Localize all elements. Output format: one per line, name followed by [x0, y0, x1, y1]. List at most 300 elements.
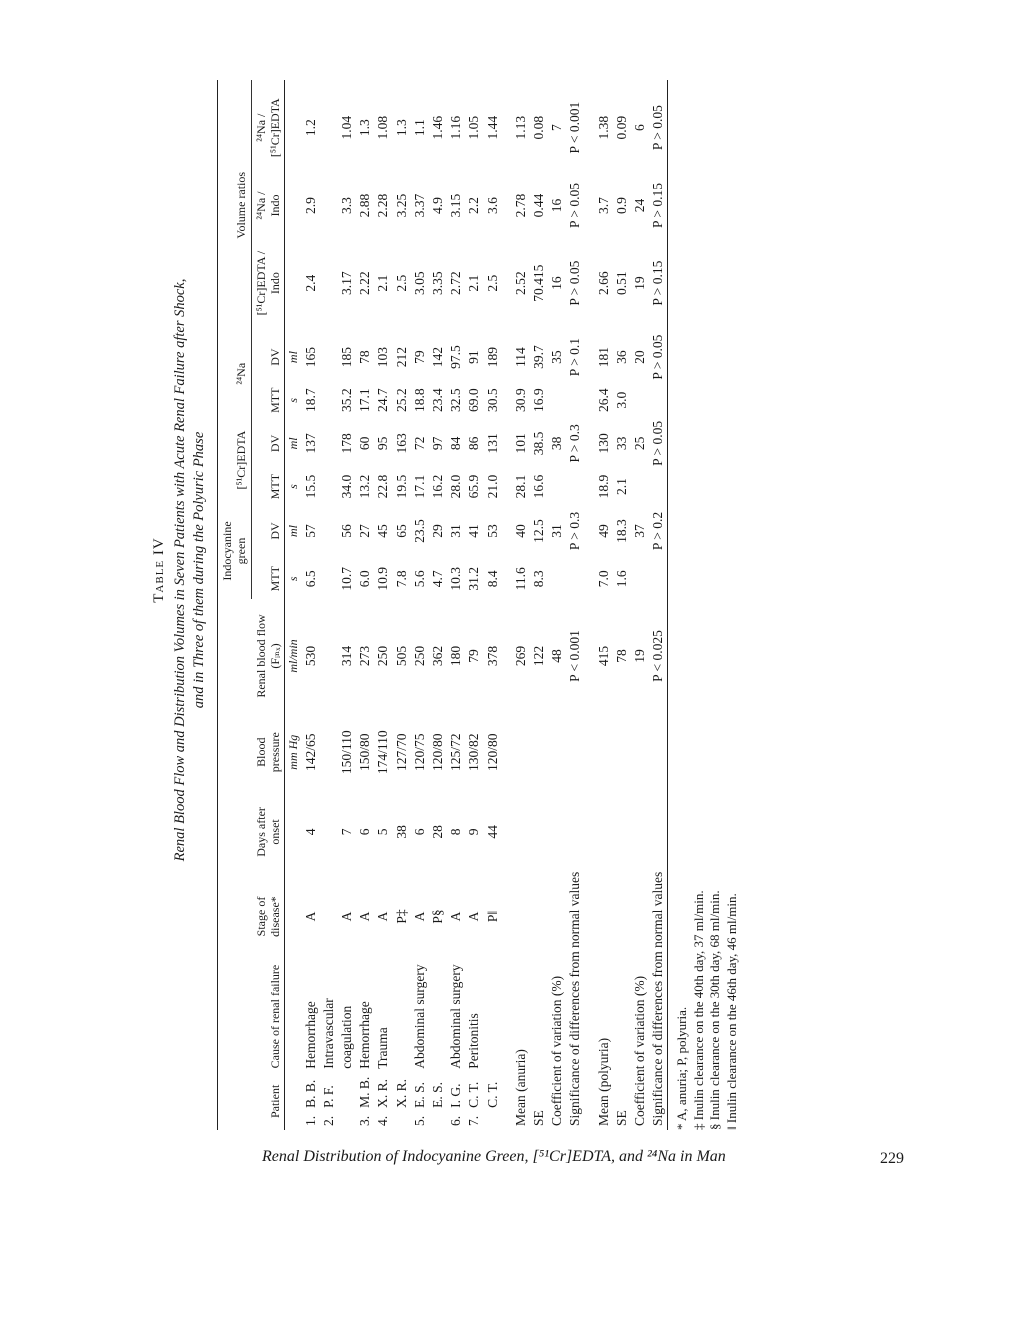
- table-cell: 18.7: [302, 388, 318, 413]
- table-cell: 27: [357, 524, 373, 538]
- table-cell: 16: [549, 198, 565, 213]
- table-cell: M. B.: [357, 1076, 373, 1108]
- group-sodium: ²⁴Na: [217, 331, 251, 417]
- spacer-row: [502, 80, 512, 1130]
- table-row: [374, 80, 392, 1130]
- group-volume-ratios: Volume ratios: [217, 80, 251, 331]
- table-cell: Significance of differences from normal values: [650, 871, 666, 1126]
- table-cell: 181: [595, 346, 611, 368]
- table-cell: P < 0.001: [567, 630, 583, 682]
- table-cell: P. F.: [320, 1085, 336, 1108]
- table-cell: SE: [613, 1110, 629, 1126]
- table-cell: 16.6: [530, 474, 546, 499]
- unit-ig-mtt: s: [286, 576, 301, 582]
- table-cell: [649, 559, 668, 599]
- table-cell: 2.28: [375, 193, 391, 218]
- table-cell: 505: [393, 645, 409, 667]
- table-cell: 18.8: [411, 388, 427, 413]
- table-cell: Significance of differences from normal values: [567, 871, 583, 1126]
- col-na-dv: DV: [251, 331, 285, 384]
- table-cell: 10.7: [339, 566, 355, 591]
- table-cell: 2.1: [375, 274, 391, 292]
- table-cell: 180: [448, 645, 464, 667]
- table-cell: 1.3: [357, 119, 373, 137]
- table-cell: 150/110: [339, 730, 355, 775]
- rotated-table-page: [150, 80, 740, 1130]
- table-cell: 130: [595, 433, 611, 454]
- table-cell: 0.08: [530, 115, 546, 140]
- table-cell: 30.9: [512, 388, 528, 413]
- table-cell: 165: [302, 346, 318, 368]
- table-cell: P‖: [484, 910, 500, 923]
- table-cell: [320, 713, 338, 791]
- table-cell: 20: [631, 350, 647, 364]
- table-cell: E. S.: [411, 1081, 427, 1108]
- table-cell: [320, 175, 338, 235]
- data-table: [217, 80, 669, 1130]
- table-cell: [548, 470, 566, 503]
- table-cell: 185: [339, 346, 355, 368]
- table-cell: 269: [512, 645, 528, 667]
- table-cell: 250: [411, 645, 427, 667]
- table-cell: 3.05: [411, 271, 427, 295]
- unit-na-dv: ml: [286, 351, 301, 364]
- table-body: [285, 80, 668, 1130]
- group-indocyanine: Indocyanine green: [217, 503, 251, 598]
- table-row: [320, 80, 338, 1130]
- stats-row: [530, 80, 548, 1130]
- table-cell: 57: [302, 524, 318, 538]
- table-cell: Hemorrhage: [302, 1001, 318, 1069]
- table-cell: [320, 236, 338, 331]
- table-cell: [320, 417, 338, 470]
- table-cell: Coefficient of variation (%): [549, 975, 565, 1126]
- table-cell: 3.37: [411, 193, 427, 218]
- table-cell: 49: [595, 524, 611, 538]
- table-cell: 16: [549, 276, 565, 290]
- table-cell: [393, 960, 411, 1072]
- table-cell: 23.4: [430, 388, 446, 413]
- table-cell: 2.88: [357, 193, 373, 218]
- units-row: [285, 80, 302, 1130]
- table-cell: 2.66: [595, 271, 611, 295]
- table-cell: 22.8: [375, 474, 391, 499]
- table-cell: 2.5: [484, 274, 500, 292]
- table-cell: [566, 384, 584, 417]
- table-row: [484, 80, 502, 1130]
- table-cell: Abdominal surgery: [448, 964, 464, 1069]
- table-cell: 6: [357, 828, 373, 836]
- group-edta: [⁵¹Cr]EDTA: [217, 417, 251, 503]
- table-cell: [548, 559, 566, 599]
- table-number: Table IV: [151, 537, 167, 603]
- table-cell: A: [466, 911, 482, 922]
- table-cell: 25: [631, 436, 647, 451]
- table-cell: 8: [448, 828, 464, 836]
- table-cell: [320, 559, 338, 599]
- table-cell: SE: [530, 1110, 546, 1126]
- footnote: ‖ Inulin clearance on the 46th day, 46 ml/min.: [724, 893, 740, 1130]
- table-cell: Mean (polyuria): [595, 1037, 611, 1126]
- table-cell: 2.: [320, 1115, 336, 1126]
- table-cell: 18.3: [613, 519, 629, 543]
- col-renal-blood-flow: Renal blood flow (Fᵢₙₓ): [217, 599, 285, 714]
- table-cell: 86: [466, 436, 482, 451]
- table-cell: 40: [512, 524, 528, 538]
- table-cell: 127/70: [393, 733, 409, 771]
- table-cell: 45: [375, 524, 391, 538]
- table-cell: 25.2: [393, 388, 409, 413]
- table-cell: 6: [411, 828, 427, 836]
- table-cell: 3.15: [448, 193, 464, 218]
- table-cell: 1.08: [375, 115, 391, 140]
- table-cell: [320, 503, 338, 559]
- table-cell: [649, 384, 668, 417]
- table-cell: 189: [484, 346, 500, 368]
- table-cell: [320, 80, 338, 175]
- table-cell: Intravascular: [320, 998, 336, 1069]
- table-cell: 1.: [302, 1115, 318, 1126]
- table-cell: 28: [430, 825, 446, 839]
- table-cell: 30.5: [484, 388, 500, 413]
- table-cell: 11.6: [512, 567, 528, 591]
- table-cell: [429, 1112, 447, 1130]
- table-cell: 273: [357, 645, 373, 667]
- col-blood-pressure: Blood pressure: [217, 713, 285, 791]
- table-cell: E. S.: [430, 1081, 446, 1108]
- table-cell: [566, 559, 584, 599]
- table-cell: 19.5: [393, 474, 409, 499]
- table-cell: 35: [549, 350, 565, 364]
- table-row: [429, 80, 447, 1130]
- col-patient: Patient: [217, 1073, 285, 1130]
- table-cell: 48: [549, 649, 565, 663]
- table-cell: 60: [357, 436, 373, 451]
- stats-row: [566, 80, 584, 1130]
- table-caption-line-1: Renal Blood Flow and Distribution Volumes in Seven Patients with Acute Renal Failure after Shock,: [172, 278, 188, 862]
- table-cell: 1.44: [484, 115, 500, 140]
- table-cell: [548, 384, 566, 417]
- table-cell: [429, 960, 447, 1072]
- col-ratio-na-edta: ²⁴Na / [⁵¹Cr]EDTA: [251, 80, 285, 175]
- table-cell: P < 0.025: [650, 630, 666, 682]
- table-row: [338, 80, 356, 1130]
- table-cell: P > 0.15: [650, 260, 666, 306]
- table-cell: 122: [530, 645, 546, 667]
- table-cell: 19: [631, 649, 647, 663]
- table-cell: 6.: [448, 1115, 464, 1126]
- table-cell: 7.0: [595, 570, 611, 588]
- table-cell: 1.04: [339, 115, 355, 140]
- table-cell: 4: [302, 828, 318, 836]
- footnote: § Inulin clearance on the 30th day, 68 ml/min.: [707, 890, 723, 1130]
- table-cell: 34.0: [339, 474, 355, 499]
- table-cell: 10.9: [375, 566, 391, 591]
- table-cell: 120/80: [484, 733, 500, 771]
- table-cell: 2.72: [448, 271, 464, 295]
- col-na-mtt: MTT: [251, 384, 285, 417]
- table-cell: [338, 1073, 356, 1112]
- table-cell: 37: [631, 524, 647, 538]
- table-cell: 1.1: [411, 119, 427, 137]
- table-cell: 18.9: [595, 474, 611, 499]
- table-cell: 2.1: [613, 478, 629, 496]
- table-cell: 97: [430, 436, 446, 451]
- table-cell: [484, 1112, 502, 1130]
- table-cell: 3.7: [595, 197, 611, 214]
- table-cell: 79: [411, 350, 427, 364]
- table-cell: 6.0: [357, 570, 373, 588]
- table-cell: Trauma: [375, 1027, 391, 1069]
- table-cell: 31.2: [466, 566, 482, 591]
- table-cell: A: [411, 911, 427, 922]
- table-cell: P > 0.3: [567, 424, 583, 463]
- table-cell: 38: [549, 436, 565, 451]
- table-cell: P < 0.001: [567, 101, 583, 154]
- stats-row: [595, 80, 613, 1130]
- table-cell: 7: [549, 124, 565, 132]
- table-cell: P > 0.05: [650, 420, 666, 466]
- table-cell: [320, 331, 338, 384]
- stats-row: [631, 80, 649, 1130]
- table-cell: 1.13: [512, 115, 528, 140]
- table-cell: A: [448, 911, 464, 922]
- table-cell: 2.1: [466, 274, 482, 292]
- footnotes: [674, 80, 739, 1130]
- table-cell: 97.5: [448, 345, 464, 369]
- col-days: Days after onset: [217, 791, 285, 873]
- table-cell: 7: [339, 828, 355, 836]
- table-cell: 28.1: [512, 474, 528, 499]
- table-cell: 3.0: [613, 391, 629, 409]
- table-cell: [338, 1112, 356, 1130]
- table-cell: 39.7: [530, 345, 546, 369]
- table-cell: coagulation: [339, 1005, 355, 1069]
- table-cell: C. T.: [466, 1081, 482, 1108]
- col-cause: Cause of renal failure: [217, 960, 285, 1072]
- table-cell: 44: [484, 825, 500, 839]
- table-cell: [320, 791, 338, 873]
- table-cell: 91: [466, 350, 482, 364]
- table-cell: 530: [302, 645, 318, 667]
- table-cell: 8.4: [484, 570, 500, 588]
- table-cell: 1.3: [393, 119, 409, 137]
- table-cell: 65.9: [466, 474, 482, 499]
- table-cell: I. G.: [448, 1083, 464, 1108]
- table-cell: 0.44: [530, 193, 546, 218]
- table-cell: 2.4: [302, 274, 318, 292]
- table-row: [302, 80, 320, 1130]
- table-cell: 0.09: [613, 115, 629, 140]
- stats-row: [649, 80, 668, 1130]
- table-cell: Hemorrhage: [357, 1001, 373, 1069]
- table-cell: P > 0.15: [650, 183, 666, 229]
- table-cell: 150/80: [357, 733, 373, 771]
- table-cell: 23.5: [411, 519, 427, 543]
- table-cell: 3.17: [339, 271, 355, 295]
- table-cell: 2.78: [512, 193, 528, 218]
- table-title-block: [150, 130, 209, 1010]
- table-cell: 120/80: [430, 733, 446, 771]
- table-cell: 2.9: [302, 197, 318, 214]
- table-cell: 7.8: [393, 570, 409, 588]
- table-cell: 142/65: [302, 733, 318, 771]
- table-cell: 36: [613, 350, 629, 364]
- table-cell: P > 0.1: [567, 337, 583, 377]
- stats-row: [548, 80, 566, 1130]
- table-cell: 101: [512, 433, 528, 454]
- table-cell: 1.2: [302, 119, 318, 137]
- table-cell: P > 0.05: [567, 260, 583, 306]
- table-cell: P§: [430, 909, 446, 924]
- table-row: [393, 80, 411, 1130]
- table-cell: 0.51: [613, 271, 629, 295]
- stats-row: [613, 80, 631, 1130]
- table-cell: 26.4: [595, 388, 611, 413]
- table-cell: Abdominal surgery: [411, 964, 427, 1069]
- table-cell: 78: [357, 350, 373, 364]
- table-cell: 8.3: [530, 570, 546, 588]
- table-cell: 1.16: [448, 115, 464, 140]
- unit-bp: mm Hg: [286, 734, 301, 770]
- table-cell: [631, 384, 649, 417]
- table-cell: 41: [466, 524, 482, 538]
- table-cell: 38.5: [530, 431, 546, 456]
- table-cell: 31: [448, 524, 464, 538]
- table-row: [411, 80, 429, 1130]
- table-row: [465, 80, 483, 1130]
- table-cell: [320, 599, 338, 714]
- table-cell: Peritonitis: [466, 1013, 482, 1069]
- stats-row: [512, 80, 530, 1130]
- table-cell: Mean (anuria): [512, 1049, 528, 1126]
- table-cell: 84: [448, 436, 464, 451]
- table-cell: 120/75: [411, 733, 427, 771]
- table-cell: 1.6: [613, 570, 629, 588]
- table-cell: P > 0.2: [650, 511, 666, 551]
- table-cell: 3.6: [484, 197, 500, 214]
- table-cell: 7.: [466, 1115, 482, 1126]
- table-cell: 13.2: [357, 474, 373, 499]
- table-cell: 69.0: [466, 388, 482, 413]
- footnote: * A, anuria; P, polyuria.: [674, 1006, 690, 1130]
- table-cell: 53: [484, 524, 500, 538]
- table-cell: A: [357, 911, 373, 922]
- table-cell: 9: [466, 828, 482, 836]
- table-cell: 142: [430, 346, 446, 368]
- table-cell: 21.0: [484, 474, 500, 499]
- table-cell: A: [302, 911, 318, 922]
- table-cell: 10.3: [448, 566, 464, 591]
- table-cell: 29: [430, 524, 446, 538]
- footnote: ‡ Inulin clearance on the 40th day, 37 ml/min.: [690, 890, 706, 1130]
- table-cell: 2.5: [393, 274, 409, 292]
- table-cell: 3.35: [430, 271, 446, 295]
- table-cell: 0.9: [613, 197, 629, 214]
- table-cell: 95: [375, 436, 391, 451]
- unit-na-mtt: s: [286, 397, 301, 403]
- table-cell: 1.05: [466, 115, 482, 140]
- table-cell: 131: [484, 433, 500, 454]
- table-cell: P‡: [393, 909, 409, 924]
- col-edta-mtt: MTT: [251, 470, 285, 503]
- col-edta-dv: DV: [251, 417, 285, 470]
- unit-edta-dv: ml: [286, 437, 301, 450]
- table-cell: [320, 873, 338, 961]
- table-cell: 1.38: [595, 115, 611, 140]
- table-cell: [320, 470, 338, 503]
- table-cell: 378: [484, 645, 500, 667]
- table-caption-line-2: and in Three of them during the Polyuric Phase: [191, 431, 208, 709]
- table-cell: 163: [393, 433, 409, 454]
- table-cell: 178: [339, 433, 355, 454]
- table-cell: A: [339, 911, 355, 922]
- table-cell: 6.5: [302, 570, 318, 588]
- table-cell: [566, 470, 584, 503]
- table-cell: 24: [631, 198, 647, 213]
- table-cell: 174/110: [375, 730, 391, 775]
- col-ig-mtt: MTT: [251, 559, 285, 599]
- table-cell: X. R.: [393, 1078, 409, 1108]
- table-cell: 12.5: [530, 519, 546, 543]
- table-cell: 72: [411, 436, 427, 451]
- table-cell: 4.: [375, 1115, 391, 1126]
- table-cell: 16.9: [530, 388, 546, 413]
- table-cell: 114: [512, 347, 528, 367]
- table-cell: 56: [339, 524, 355, 538]
- table-cell: 3.: [357, 1115, 373, 1126]
- table-cell: 415: [595, 645, 611, 667]
- unit-ig-dv: ml: [286, 525, 301, 537]
- table-cell: 137: [302, 433, 318, 454]
- table-cell: 38: [393, 825, 409, 839]
- table-cell: 79: [466, 649, 482, 663]
- table-cell: 250: [375, 645, 391, 667]
- col-stage: Stage of disease*: [217, 873, 285, 961]
- table-cell: 314: [339, 645, 355, 667]
- table-cell: A: [375, 911, 391, 922]
- table-cell: P > 0.05: [650, 105, 666, 151]
- unit-rbf: ml/min: [286, 639, 301, 673]
- table-cell: 130/82: [466, 733, 482, 771]
- table-cell: 4.9: [430, 197, 446, 214]
- table-cell: 362: [430, 645, 446, 667]
- table-cell: [649, 470, 668, 503]
- table-cell: B. B.: [302, 1079, 318, 1108]
- col-ratio-na-indo: ²⁴Na / Indo: [251, 175, 285, 235]
- col-ratio-edta-indo: [⁵¹Cr]EDTA / Indo: [251, 236, 285, 331]
- table-cell: Coefficient of variation (%): [631, 975, 647, 1126]
- table-cell: 65: [393, 524, 409, 538]
- table-cell: 35.2: [339, 388, 355, 413]
- table-row: [447, 80, 465, 1130]
- table-cell: 4.7: [430, 570, 446, 588]
- table-cell: [484, 960, 502, 1072]
- table-cell: 1.46: [430, 115, 446, 140]
- table-cell: 70.415: [530, 264, 546, 302]
- table-cell: 5: [375, 828, 391, 836]
- table-cell: C. T.: [484, 1081, 500, 1108]
- table-cell: [393, 1112, 411, 1130]
- table-cell: 15.5: [302, 474, 318, 499]
- table-cell: [631, 470, 649, 503]
- table-cell: 31: [549, 524, 565, 538]
- table-cell: 24.7: [375, 388, 391, 413]
- unit-edta-mtt: s: [286, 484, 301, 489]
- table-cell: X. R.: [375, 1078, 391, 1108]
- table-cell: 6: [631, 124, 647, 132]
- table-cell: 2.2: [466, 197, 482, 214]
